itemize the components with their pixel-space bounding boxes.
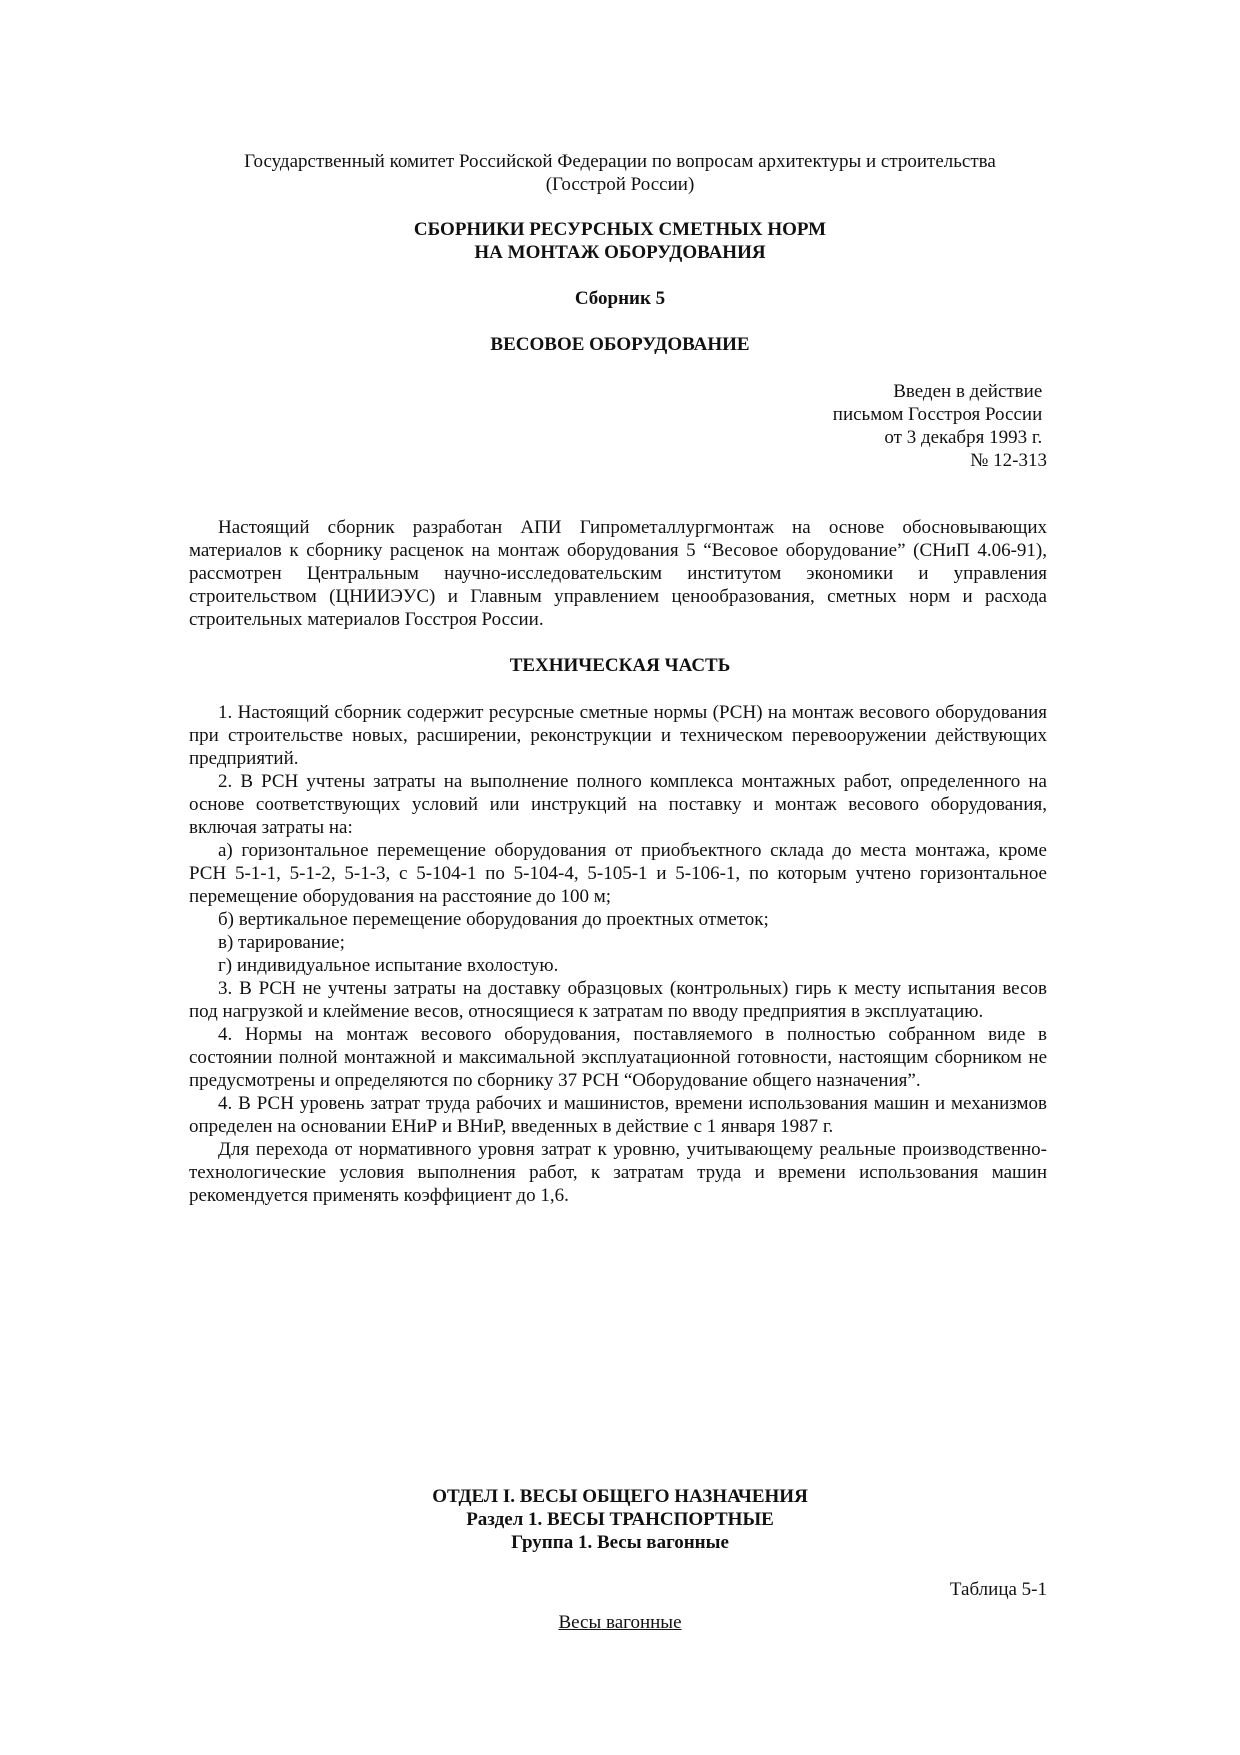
section-heading: Раздел 1. ВЕСЫ ТРАНСПОРТНЫЕ xyxy=(466,1509,774,1530)
enactment-line-4: № 12-313 xyxy=(970,450,1047,471)
technical-paragraph-2b: б) вертикальное перемещение оборудования до проектных отметок; xyxy=(218,909,769,930)
enactment-line-2: письмом Госстроя России xyxy=(832,404,1047,425)
organization-name: Государственный комитет Российской Федерации по вопросам архитектуры и строительства xyxy=(244,151,996,172)
document-title-line-2: НА МОНТАЖ ОБОРУДОВАНИЯ xyxy=(474,242,766,263)
table-title-row xyxy=(0,1611,1240,1634)
intro-paragraph: Настоящий сборник разработан АПИ Гипрометаллургмонтаж на основе обосновывающих материалов к сборнику расценок на монтаж оборудования 5 “Весовое оборудование” (СНиП 4.06-91), рассмотрен Центральным научно-исследовательским институтом экономики и управления строительством (ЦНИИЭУС) и Главным управлением ценообразования, сметных норм и расхода строительных материалов Госстроя России. xyxy=(189,517,1047,630)
technical-part-heading: ТЕХНИЧЕСКАЯ ЧАСТЬ xyxy=(509,655,731,676)
technical-paragraph-1: 1. Настоящий сборник содержит ресурсные сметные нормы (РСН) на монтаж весового оборудования при строительстве новых, расширении, реконструкции и техническом перевооружении действующих предприятий. xyxy=(189,702,1047,769)
department-heading: ОТДЕЛ I. ВЕСЫ ОБЩЕГО НАЗНАЧЕНИЯ xyxy=(432,1486,808,1507)
table-number: Таблица 5-1 xyxy=(949,1579,1047,1600)
technical-paragraph-2d: г) индивидуальное испытание вхолостую. xyxy=(218,955,559,976)
enactment-block xyxy=(833,380,1047,472)
table-title: Весы вагонные xyxy=(558,1612,682,1633)
enactment-line-1: Введен в действие xyxy=(893,381,1047,402)
group-heading: Группа 1. Весы вагонные xyxy=(511,1532,729,1553)
collection-number: Сборник 5 xyxy=(574,288,666,309)
technical-paragraph-2c: в) тарирование; xyxy=(218,932,345,953)
technical-paragraph-5: 4. В РСН уровень затрат труда рабочих и машинистов, времени использования машин и механизмов определен на основании ЕНиР и ВНиР, введенных в действие с 1 января 1987 г. xyxy=(189,1093,1047,1137)
enactment-line-3: от 3 декабря 1993 г. xyxy=(884,427,1047,448)
technical-paragraph-4: 4. Нормы на монтаж весового оборудования, поставляемого в полностью собранном виде в состоянии полной монтажной и максимальной эксплуатационной готовности, настоящим сборником не предусмотрены и определяются по сборнику 37 РСН “Оборудование общего назначения”. xyxy=(189,1024,1047,1091)
organization-short-name: (Госстрой России) xyxy=(545,174,695,195)
technical-paragraph-2a: а) горизонтальное перемещение оборудования от приобъектного склада до места монтажа, кроме РСН 5-1-1, 5-1-2, 5-1-3, с 5-104-1 по 5-104-4, 5-105-1 и 5-106-1, по которым учтено горизонтальное перемещение оборудования на расстояние до 100 м; xyxy=(189,840,1047,907)
document-title-line-1: СБОРНИКИ РЕСУРСНЫХ СМЕТНЫХ НОРМ xyxy=(413,219,827,240)
technical-paragraph-3: 3. В РСН не учтены затраты на доставку образцовых (контрольных) гирь к месту испытания весов под нагрузкой и клеймение весов, относящиеся к затратам по вводу предприятия в эксплуатацию. xyxy=(189,978,1047,1022)
technical-paragraph-2: 2. В РСН учтены затраты на выполнение полного комплекса монтажных работ, определенного на основе соответствующих условий или инструкций на поставку и монтаж весового оборудования, включая затраты на: xyxy=(189,771,1047,838)
technical-part-body xyxy=(189,701,1047,1207)
technical-paragraph-6: Для перехода от нормативного уровня затрат к уровню, учитывающему реальные производственно-технологические условия выполнения работ, к затратам труда и времени использования машин рекомендуется применять коэффициент до 1,6. xyxy=(189,1139,1047,1206)
intro-paragraph-block xyxy=(189,516,1047,631)
collection-subject: ВЕСОВОЕ ОБОРУДОВАНИЕ xyxy=(490,334,750,355)
